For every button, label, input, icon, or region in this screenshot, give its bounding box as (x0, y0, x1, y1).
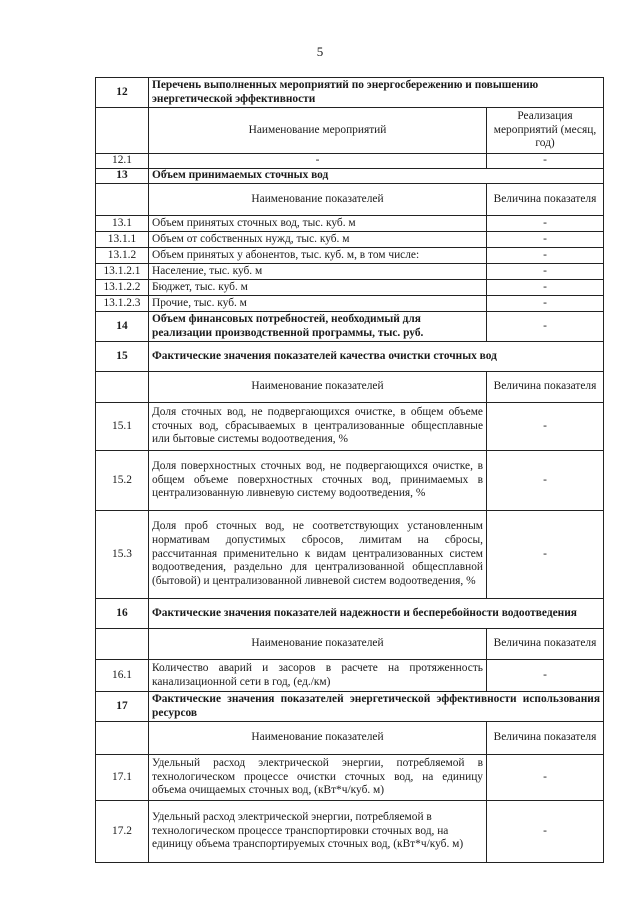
section-number: 14 (96, 312, 149, 342)
table-row (96, 296, 604, 312)
row-value: - (487, 511, 604, 599)
row-value: - (487, 312, 604, 342)
section-title: Фактические значения показателей энергетической эффективности использования ресурсов (149, 692, 604, 722)
row-number: 15.2 (96, 451, 149, 511)
row-number: 17.1 (96, 755, 149, 801)
row-value: - (487, 801, 604, 863)
section-13-header (96, 169, 604, 184)
section-title: Объем принимаемых сточных вод (149, 169, 604, 184)
row-number: 13.1.2.3 (96, 296, 149, 312)
row-name: Доля поверхностных сточных вод, не подвергающихся очистке, в общем объеме поверхностных сточных вод, принимаемых в централизованную ливневую систему водоотведения, % (149, 451, 487, 511)
row-name: Удельный расход электрической энергии, потребляемой в технологическом процессе очистки сточных вод, на единицу объема очищаемых сточных вод, (кВт*ч/куб. м) (149, 755, 487, 801)
table-row (96, 511, 604, 599)
row-number: 17.2 (96, 801, 149, 863)
empty-cell (96, 629, 149, 660)
row-value: - (487, 755, 604, 801)
table-row (96, 451, 604, 511)
column-header-value: Величина показателя (487, 184, 604, 216)
row-number: 13.1.1 (96, 232, 149, 248)
row-name: Удельный расход электрической энергии, потребляемой в технологическом процессе транспортировки сточных вод, на единицу объема транспортируемых сточных вод, (кВт*ч/куб. м) (149, 801, 487, 863)
row-name: Население, тыс. куб. м (149, 264, 487, 280)
column-header-value: Величина показателя (487, 629, 604, 660)
empty-cell (96, 372, 149, 403)
empty-cell (96, 108, 149, 154)
row-value: - (487, 232, 604, 248)
table-row (96, 248, 604, 264)
column-header-row (96, 108, 604, 154)
row-value: - (487, 451, 604, 511)
table-row (96, 801, 604, 863)
page-number: 5 (316, 44, 324, 59)
empty-cell (96, 722, 149, 755)
empty-cell (96, 184, 149, 216)
row-value: - (487, 154, 604, 169)
table-row (96, 216, 604, 232)
row-number: 13.1.2.1 (96, 264, 149, 280)
row-number: 12.1 (96, 154, 149, 169)
column-header-value: Реализация мероприятий (месяц, год) (487, 108, 604, 154)
column-header-row (96, 722, 604, 755)
row-value: - (487, 296, 604, 312)
row-value: - (487, 280, 604, 296)
section-number: 13 (96, 169, 149, 184)
row-name: - (149, 154, 487, 169)
column-header-row (96, 629, 604, 660)
table-row (96, 755, 604, 801)
row-value: - (487, 660, 604, 692)
table-row (96, 660, 604, 692)
row-name: Объем принятых у абонентов, тыс. куб. м, в том числе: (149, 248, 487, 264)
column-header-name: Наименование показателей (149, 722, 487, 755)
row-value: - (487, 248, 604, 264)
row-value: - (487, 216, 604, 232)
row-number: 15.1 (96, 403, 149, 451)
row-name: Прочие, тыс. куб. м (149, 296, 487, 312)
column-header-name: Наименование мероприятий (149, 108, 487, 154)
row-number: 15.3 (96, 511, 149, 599)
section-number: 12 (96, 78, 149, 108)
row-number: 13.1.2.2 (96, 280, 149, 296)
section-title: Фактические значения показателей надежности и бесперебойности водоотведения (149, 599, 604, 629)
row-number: 13.1 (96, 216, 149, 232)
row-name: Доля проб сточных вод, не соответствующих установленным нормативам допустимых сбросов, лимитам на сбросы, рассчитанная применительно к видам централизованных систем водоотведения, раздельно для централизованной общесплавной (бытовой) и централизованной ливневой систем водоотведения, % (149, 511, 487, 599)
column-header-value: Величина показателя (487, 722, 604, 755)
section-number: 16 (96, 599, 149, 629)
section-number: 15 (96, 342, 149, 372)
column-header-name: Наименование показателей (149, 629, 487, 660)
section-16-header (96, 599, 604, 629)
row-value: - (487, 264, 604, 280)
section-number: 17 (96, 692, 149, 722)
table-row (96, 232, 604, 248)
section-title: Объем финансовых потребностей, необходимый для реализации производственной программы, тыс. руб. (149, 312, 487, 342)
section-15-header (96, 342, 604, 372)
column-header-row (96, 372, 604, 403)
row-name: Количество аварий и засоров в расчете на протяженность канализационной сети в год, (ед./км) (149, 660, 487, 692)
section-14-row (96, 312, 604, 342)
row-number: 13.1.2 (96, 248, 149, 264)
column-header-name: Наименование показателей (149, 184, 487, 216)
section-17-header (96, 692, 604, 722)
table-row (96, 264, 604, 280)
section-title: Фактические значения показателей качества очистки сточных вод (149, 342, 604, 372)
column-header-row (96, 184, 604, 216)
table-row (96, 280, 604, 296)
row-number: 16.1 (96, 660, 149, 692)
column-header-value: Величина показателя (487, 372, 604, 403)
row-name: Доля сточных вод, не подвергающихся очистке, в общем объеме сточных вод, сбрасываемых в централизованные общесплавные или бытовые системы водоотведения, % (149, 403, 487, 451)
section-title: Перечень выполненных мероприятий по энергосбережению и повышению энергетической эффективности (149, 78, 604, 108)
row-value: - (487, 403, 604, 451)
table-row (96, 403, 604, 451)
row-name: Объем принятых сточных вод, тыс. куб. м (149, 216, 487, 232)
row-name: Объем от собственных нужд, тыс. куб. м (149, 232, 487, 248)
column-header-name: Наименование показателей (149, 372, 487, 403)
report-table (95, 77, 604, 863)
section-12-header (96, 78, 604, 108)
row-name: Бюджет, тыс. куб. м (149, 280, 487, 296)
table-row (96, 154, 604, 169)
